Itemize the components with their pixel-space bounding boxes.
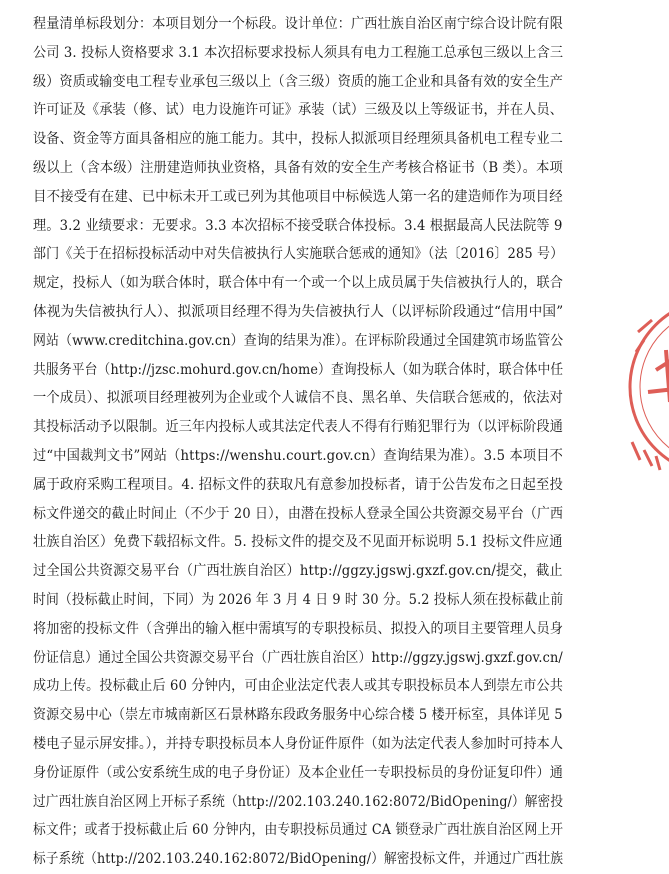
text-line: 程量清单标段划分：本项目划分一个标段。设计单位：广西壮族自治区南宁综合设计院有限 <box>33 16 563 32</box>
text-line: 体视为失信被执行人）、拟派项目经理不得为失信被执行人（以评标阶段通过“信用中国” <box>33 303 564 320</box>
seal-stamp <box>626 292 669 492</box>
text-line: 级）资质或输变电工程专业承包三级以上（含三级）资质的施工企业和具备有效的安全生产 <box>33 73 563 90</box>
text-line: 目不接受有在建、已中标未开工或已列为其他项目中标候选人第一名的建造师作为项目经 <box>33 188 563 205</box>
text-line: 许可证及《承装（修、试）电力设施许可证》承装（试）三级及以上等级证书，并在人员、 <box>33 102 563 119</box>
text-line: 一个成员）、拟派项目经理被列为企业或个人诚信不良、黑名单、失信联合惩戒的，依法对 <box>33 390 563 407</box>
text-line: 时间（投标截止时间，下同）为 2026 年 3 月 4 日 9 时 30 分。5.2 投标人须在投标截止前 <box>33 591 564 608</box>
text-line: 身份证原件（或公安系统生成的电子身份证）及本企业任一专职投标员的身份证复印件）通 <box>33 764 563 781</box>
text-line: 网站（www.creditchina.gov.cn）查询的结果为准）。在评标阶段通过全国建筑市场监管公 <box>33 332 564 349</box>
text-line: 部门《关于在招标投标活动中对失信被执行人实施联合惩戒的通知》（法〔2016〕285 号） <box>33 246 564 263</box>
text-line: 将加密的投标文件（含弹出的输入框中需填写的专职投标员、拟投入的项目主要管理人员身 <box>33 620 563 637</box>
text-line: 共服务平台（http://jzsc.mohurd.gov.cn/home）查询投标人（如为联合体时，联合体中任 <box>33 361 564 378</box>
text-line: 规定，投标人（如为联合体时，联合体中有一个或一个以上成员属于失信被执行人的，联合 <box>33 275 563 292</box>
text-line: 设备、资金等方面具备相应的施工能力。其中，投标人拟派项目经理须具备机电工程专业二 <box>33 131 563 148</box>
text-line: 理。3.2 业绩要求：无要求。3.3 本次招标不接受联合体投标。3.4 根据最高人民法院等 9 <box>33 217 563 234</box>
text-line: 标子系统（http://202.103.240.162:8072/BidOpening/）解密投标文件，并通过广西壮族 <box>33 851 564 868</box>
text-line: 过广西壮族自治区网上开标子系统（http://202.103.240.162:8072/BidOpening/）解密投 <box>33 793 564 810</box>
text-line: 公司 3. 投标人资格要求 3.1 本次招标要求投标人须具有电力工程施工总承包三级以上含三 <box>33 44 564 61</box>
text-line: 资源交易中心（崇左市城南新区石景林路东段政务服务中心综合楼 5 楼开标室，具体详见 5 <box>33 707 563 724</box>
text-line: 过全国公共资源交易平台（广西壮族自治区）http://ggzy.jgswj.gxzf.gov.cn/提交，截止 <box>33 563 563 580</box>
text-line: 级以上（含本级）注册建造师执业资格，具备有效的安全生产考核合格证书（B 类）。本项 <box>33 159 563 176</box>
text-line: 楼电子显示屏安排。），并持专职投标员本人身份证件原件（如为法定代表人参加时可持本人 <box>33 735 564 752</box>
text-line: 过“中国裁判文书”网站（https://wenshu.court.gov.cn）查询结果为准）。3.5 本项目不 <box>33 447 563 464</box>
text-line: 属于政府采购工程项目。4. 招标文件的获取凡有意参加投标者，请于公告发布之日起至投 <box>33 476 563 493</box>
text-line: 壮族自治区）免费下载招标文件。5. 投标文件的提交及不见面开标说明 5.1 投标文件应通 <box>33 534 563 551</box>
text-line: 份证信息）通过全国公共资源交易平台（广西壮族自治区）http://ggzy.jgswj.gxzf.gov.cn/ <box>33 649 563 666</box>
text-line: 其投标活动予以限制。近三年内投标人或其法定代表人不得有行贿犯罪行为（以评标阶段通 <box>33 419 563 436</box>
text-line: 标文件；或者于投标截止后 60 分钟内，由专职投标员通过 CA 锁登录广西壮族自治区网上开 <box>33 822 564 839</box>
document-body <box>33 10 563 874</box>
text-line: 成功上传。投标截止后 60 分钟内，可由企业法定代表人或其专职投标员本人到崇左市公共 <box>33 678 564 695</box>
text-line: 标文件递交的截止时间止（不少于 20 日），由潜在投标人登录全国公共资源交易平台（广西 <box>33 505 564 522</box>
